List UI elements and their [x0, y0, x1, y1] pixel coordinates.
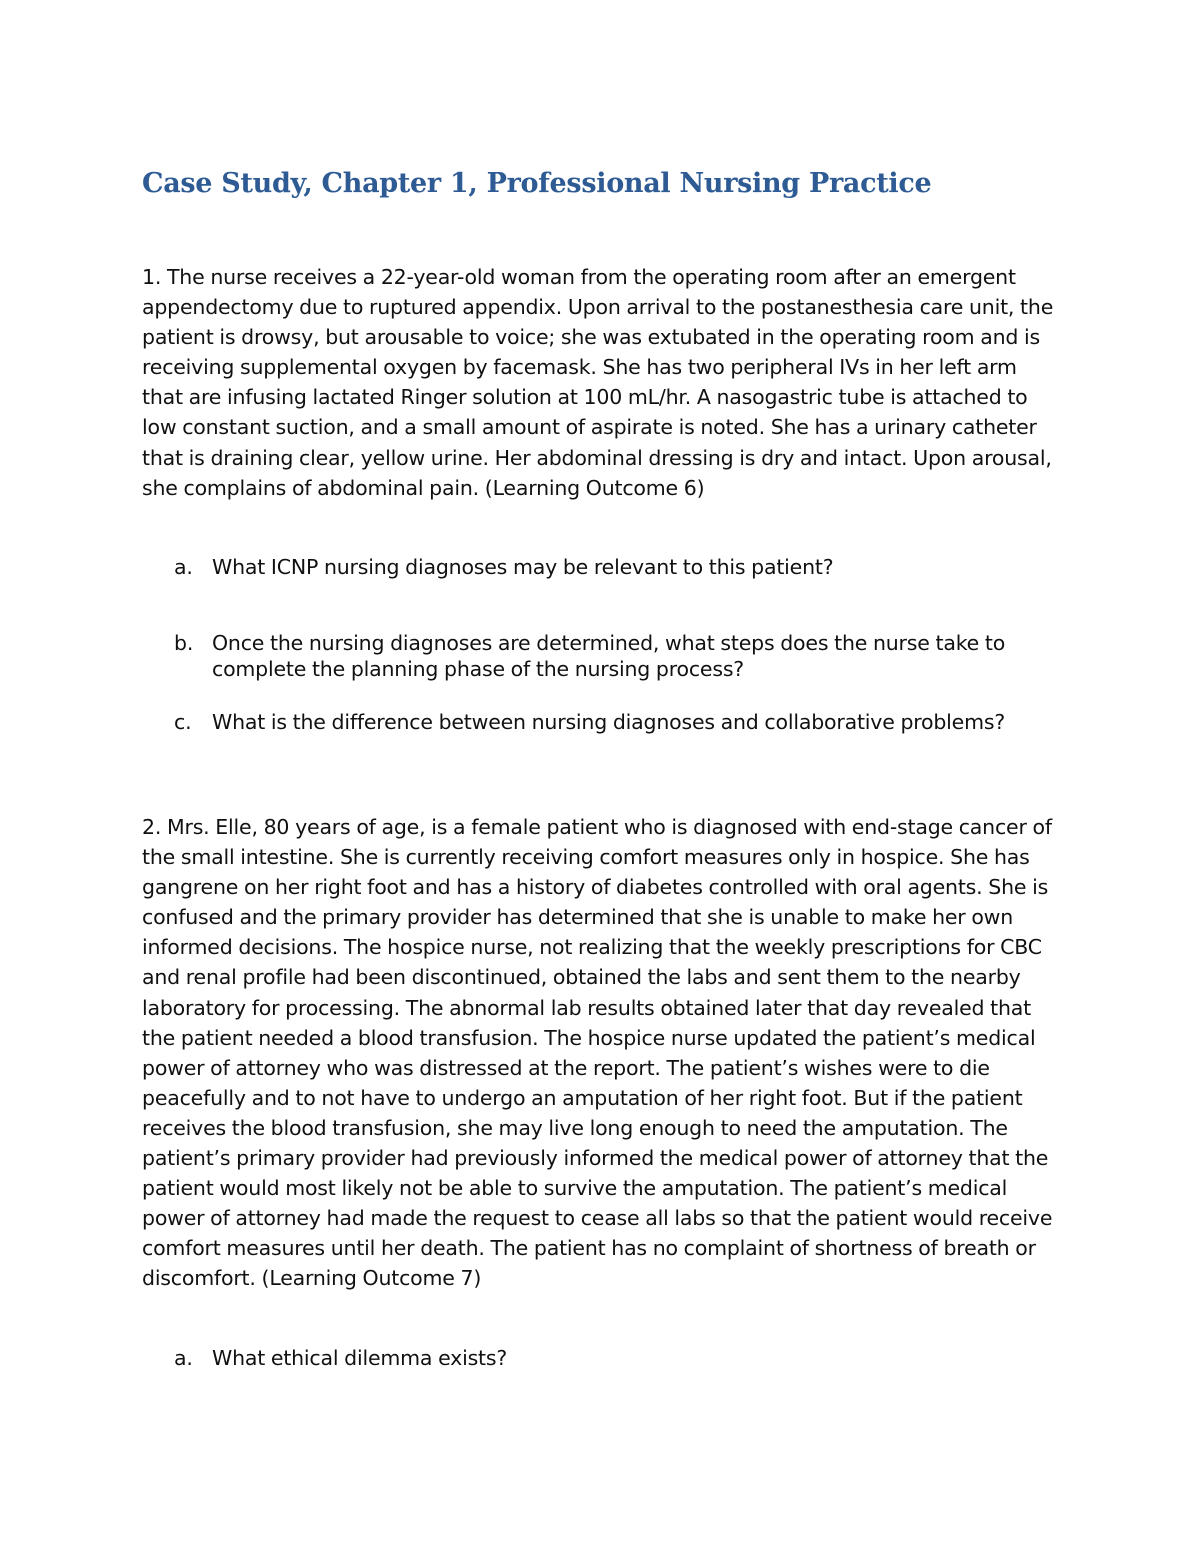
case-1-question-c [174, 710, 1064, 736]
question-letter: b. [174, 631, 194, 655]
question-letter: a. [174, 555, 193, 579]
question-letter: a. [174, 1346, 193, 1370]
case-1-paragraph: 1. The nurse receives a 22-year-old woman from the operating room after an emergent appendectomy due to ruptured appendix. Upon arrival to the postanesthesia care unit, the patient is drowsy, but arousable to voice; she was extubated in the operating room and is receiving supplemental oxygen by facemask. She has two peripheral IVs in her left arm that are infusing lactated Ringer solution at 100 mL/hr. A nasogastric tube is attached to low constant suction, and a small amount of aspirate is noted. She has a urinary catheter that is draining clear, yellow urine. Her abdominal dressing is dry and intact. Upon arousal, she complains of abdominal pain. (Learning Outcome 6) [142, 265, 1054, 500]
case-2-paragraph: 2. Mrs. Elle, 80 years of age, is a female patient who is diagnosed with end-stage cancer of the small intestine. She is currently receiving comfort measures only in hospice. She has gangrene on her right foot and has a history of diabetes controlled with oral agents. She is confused and the primary provider has determined that she is unable to make her own informed decisions. The hospice nurse, not realizing that the weekly prescriptions for CBC and renal profile had been discontinued, obtained the labs and sent them to the nearby laboratory for processing. The abnormal lab results obtained later that day revealed that the patient needed a blood transfusion. The hospice nurse updated the patient’s medical power of attorney who was distressed at the report. The patient’s wishes were to die peacefully and to not have to undergo an amputation of her right foot. But if the patient receives the blood transfusion, she may live long enough to need the amputation. The patient’s primary provider had previously informed the medical power of attorney that the patient would most likely not be able to survive the amputation. The patient’s medical power of attorney had made the request to cease all labs so that the patient would receive comfort measures until her death. The patient has no complaint of shortness of breath or discomfort. (Learning Outcome 7) [142, 815, 1053, 1291]
question-letter: c. [174, 710, 192, 734]
document-title: Case Study, Chapter 1, Professional Nursing Practice [142, 168, 932, 199]
case-1-question-b [174, 631, 1064, 682]
question-text: What ethical dilemma exists? [212, 1346, 508, 1370]
question-text: What is the difference between nursing diagnoses and collaborative problems? [212, 710, 1006, 734]
case-1-question-a [174, 555, 1064, 581]
question-text: What ICNP nursing diagnoses may be relevant to this patient? [212, 555, 834, 579]
question-text: Once the nursing diagnoses are determined, what steps does the nurse take to complete the planning phase of the nursing process? [212, 631, 1006, 681]
case-2-question-a [174, 1346, 1064, 1372]
